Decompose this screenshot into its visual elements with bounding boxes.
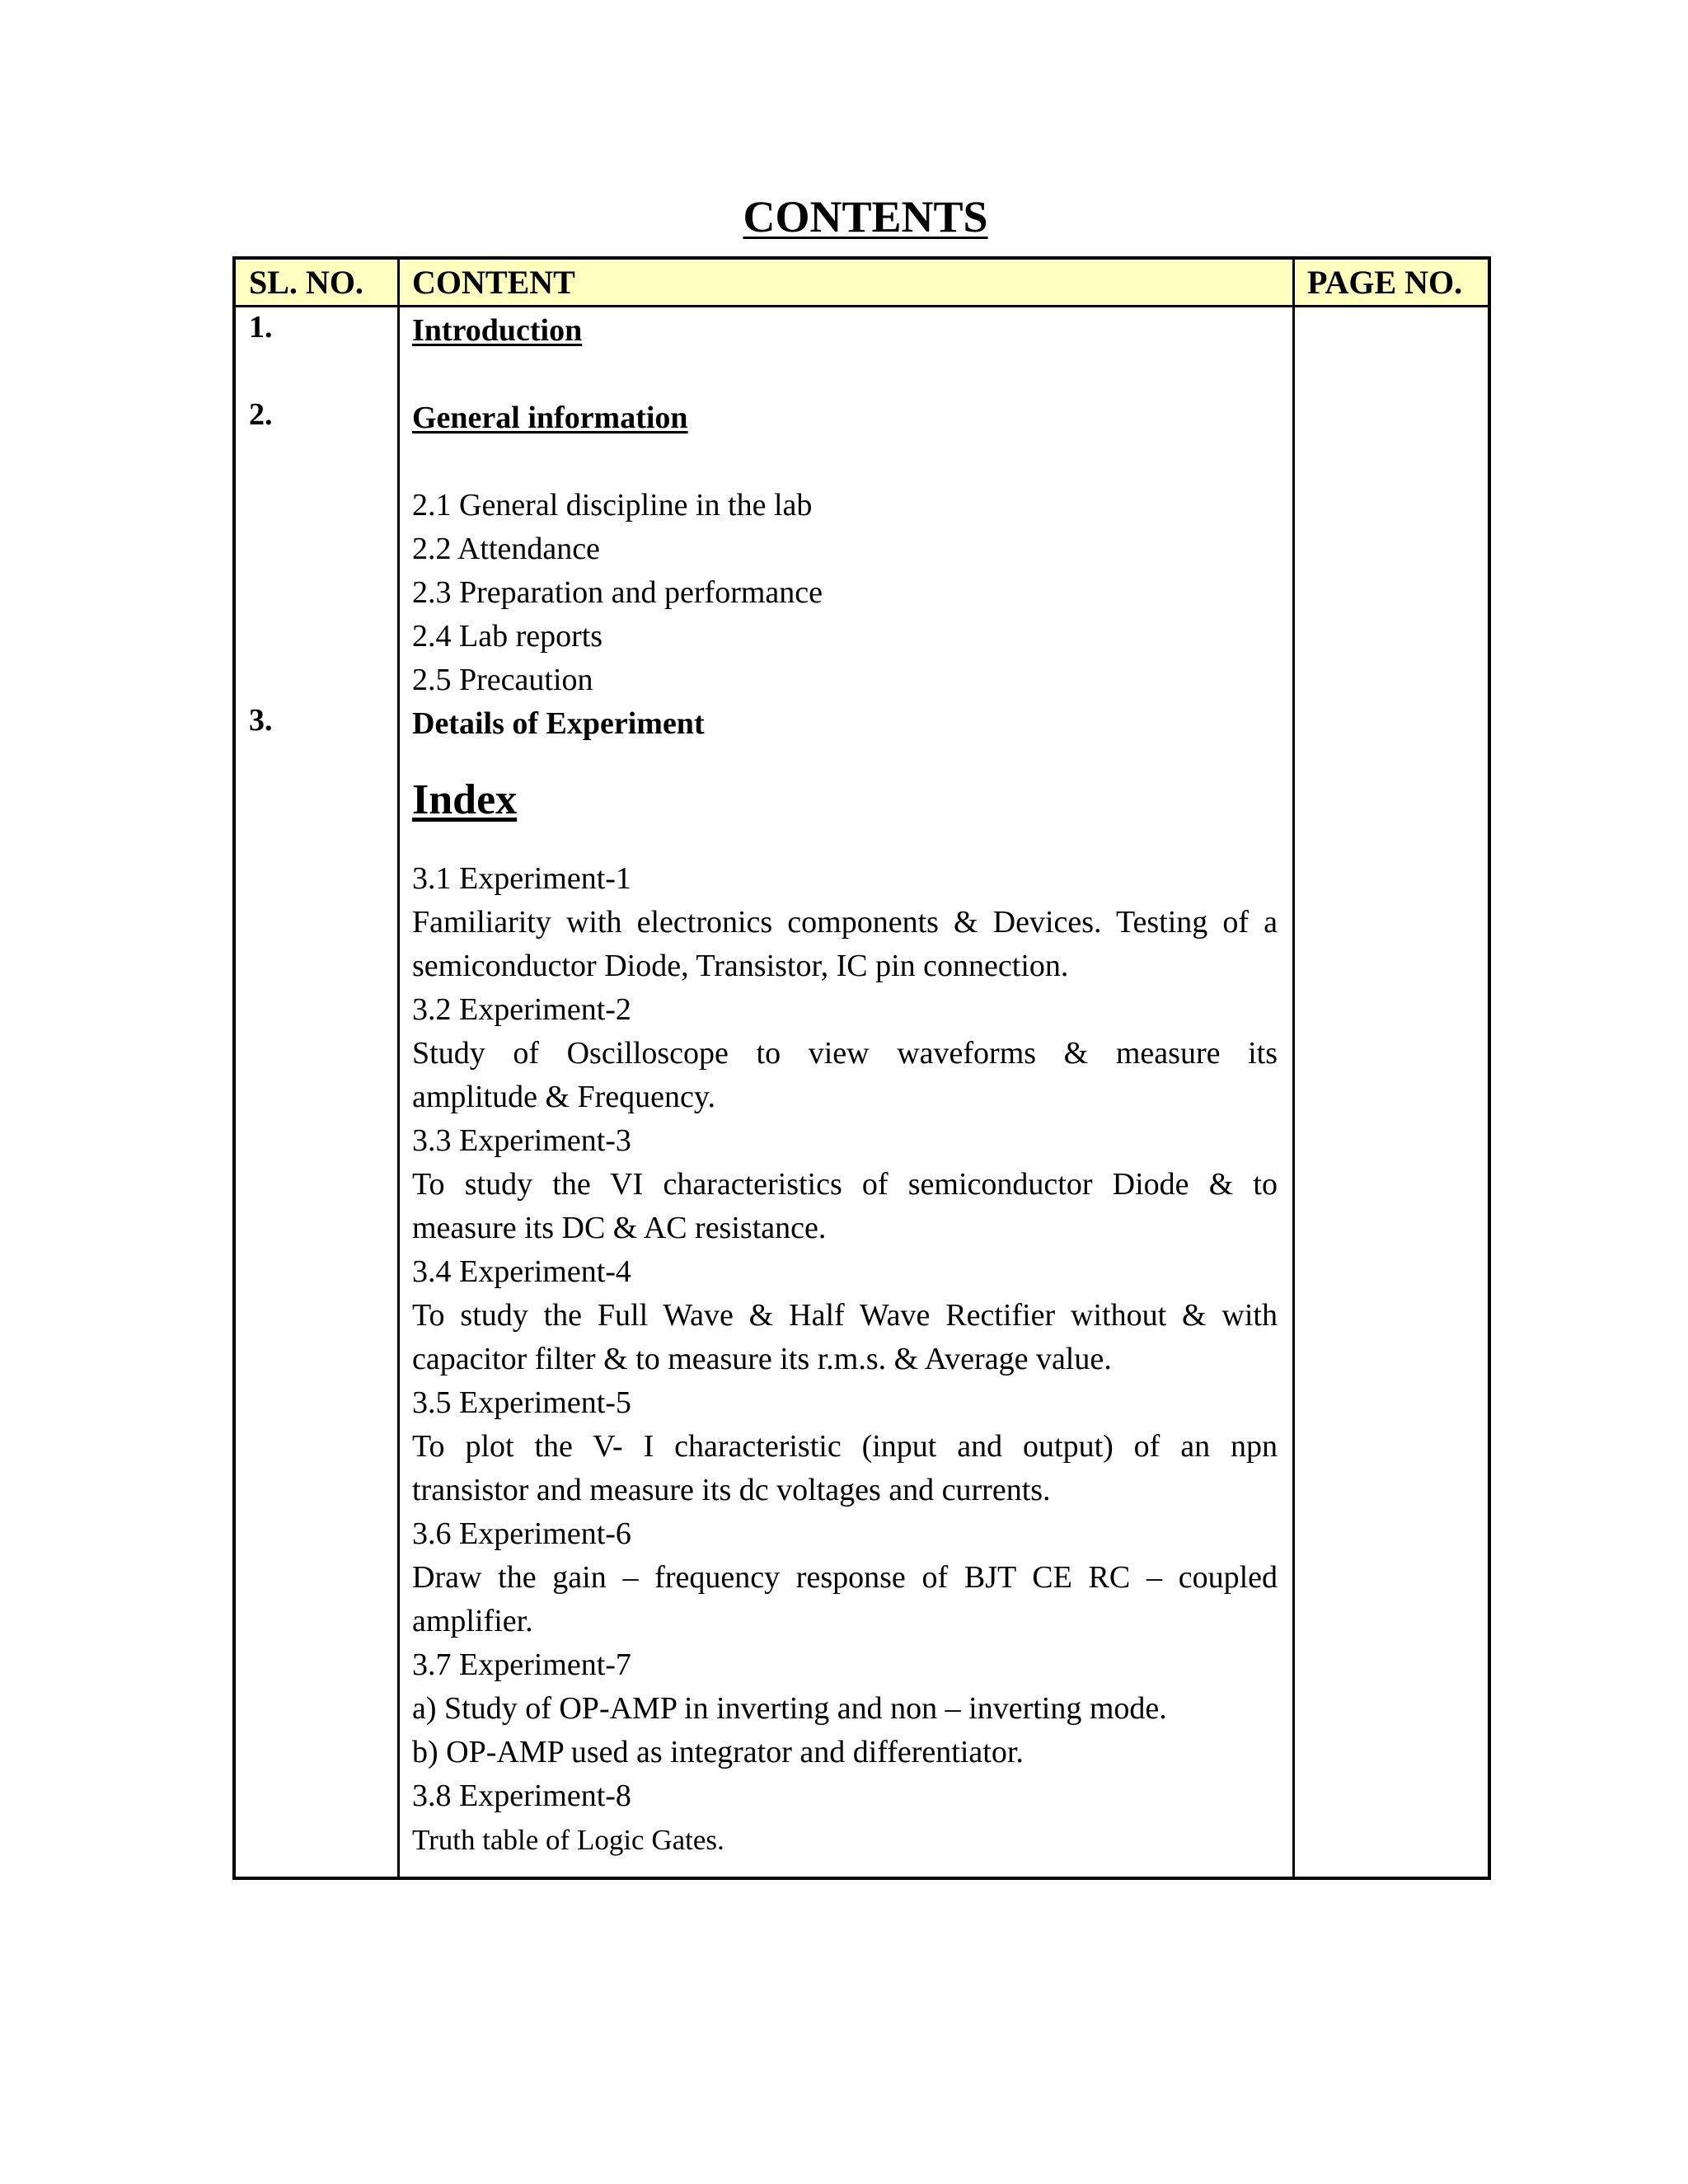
experiment-description: Familiarity with electronics components & Devices. Testing of a [412, 905, 1278, 940]
contents-table [232, 256, 1491, 1880]
experiment-label: 3.8 Experiment-8 [412, 1779, 631, 1813]
experiment-description: Study of Oscilloscope to view waveforms & measure its [412, 1036, 1278, 1071]
subsection-item: 2.3 Preparation and performance [412, 575, 823, 610]
experiment-description: amplitude & Frequency. [412, 1080, 715, 1114]
experiment-description: capacitor filter & to measure its r.m.s. & Average value. [412, 1342, 1112, 1376]
section-general-information: General information [412, 401, 688, 435]
experiment-description: amplifier. [412, 1604, 533, 1638]
experiment-label: 3.4 Experiment-4 [412, 1254, 631, 1289]
subsection-item: 2.4 Lab reports [412, 619, 603, 654]
section-introduction: Introduction [412, 313, 583, 348]
experiment-label: 3.7 Experiment-7 [412, 1647, 631, 1682]
header-page-no: PAGE NO. [1307, 264, 1463, 301]
content-column [412, 309, 1278, 1862]
index-heading: Index [412, 776, 518, 823]
experiment-label: 3.5 Experiment-5 [412, 1385, 631, 1420]
column-divider [397, 260, 400, 1877]
experiment-description: To study the Full Wave & Half Wave Rectifier without & with [412, 1298, 1278, 1333]
experiment-description: a) Study of OP-AMP in inverting and non – inverting mode. [412, 1691, 1167, 1726]
experiment-description: To study the VI characteristics of semiconductor Diode & to [412, 1167, 1278, 1202]
subsection-item: 2.5 Precaution [412, 663, 593, 697]
experiment-description: To plot the V- I characteristic (input and output) of an npn [412, 1429, 1278, 1464]
experiment-label: 3.6 Experiment-6 [412, 1516, 631, 1551]
header-sl-no: SL. NO. [249, 264, 363, 301]
experiment-label: 3.1 Experiment-1 [412, 861, 631, 896]
table-header [236, 260, 1488, 307]
experiment-label: 3.2 Experiment-2 [412, 992, 631, 1027]
experiment-description: semiconductor Diode, Transistor, IC pin connection. [412, 949, 1069, 983]
experiment-description: Truth table of Logic Gates. [412, 1824, 724, 1856]
experiment-description: measure its DC & AC resistance. [412, 1211, 827, 1245]
page-title: CONTENTS [743, 192, 988, 241]
sl-number: 3. [249, 703, 273, 738]
subsection-item: 2.1 General discipline in the lab [412, 488, 813, 523]
header-content: CONTENT [412, 264, 575, 301]
column-divider [1292, 260, 1295, 1877]
section-details: Details of Experiment [412, 706, 705, 741]
experiment-description: Draw the gain – frequency response of BJT CE RC – coupled [412, 1560, 1278, 1595]
subsection-item: 2.2 Attendance [412, 532, 600, 566]
experiment-description: b) OP-AMP used as integrator and differentiator. [412, 1735, 1024, 1769]
experiment-label: 3.3 Experiment-3 [412, 1123, 631, 1158]
sl-number: 1. [249, 310, 273, 344]
experiment-description: transistor and measure its dc voltages and currents. [412, 1473, 1051, 1507]
sl-number: 2. [249, 397, 273, 432]
